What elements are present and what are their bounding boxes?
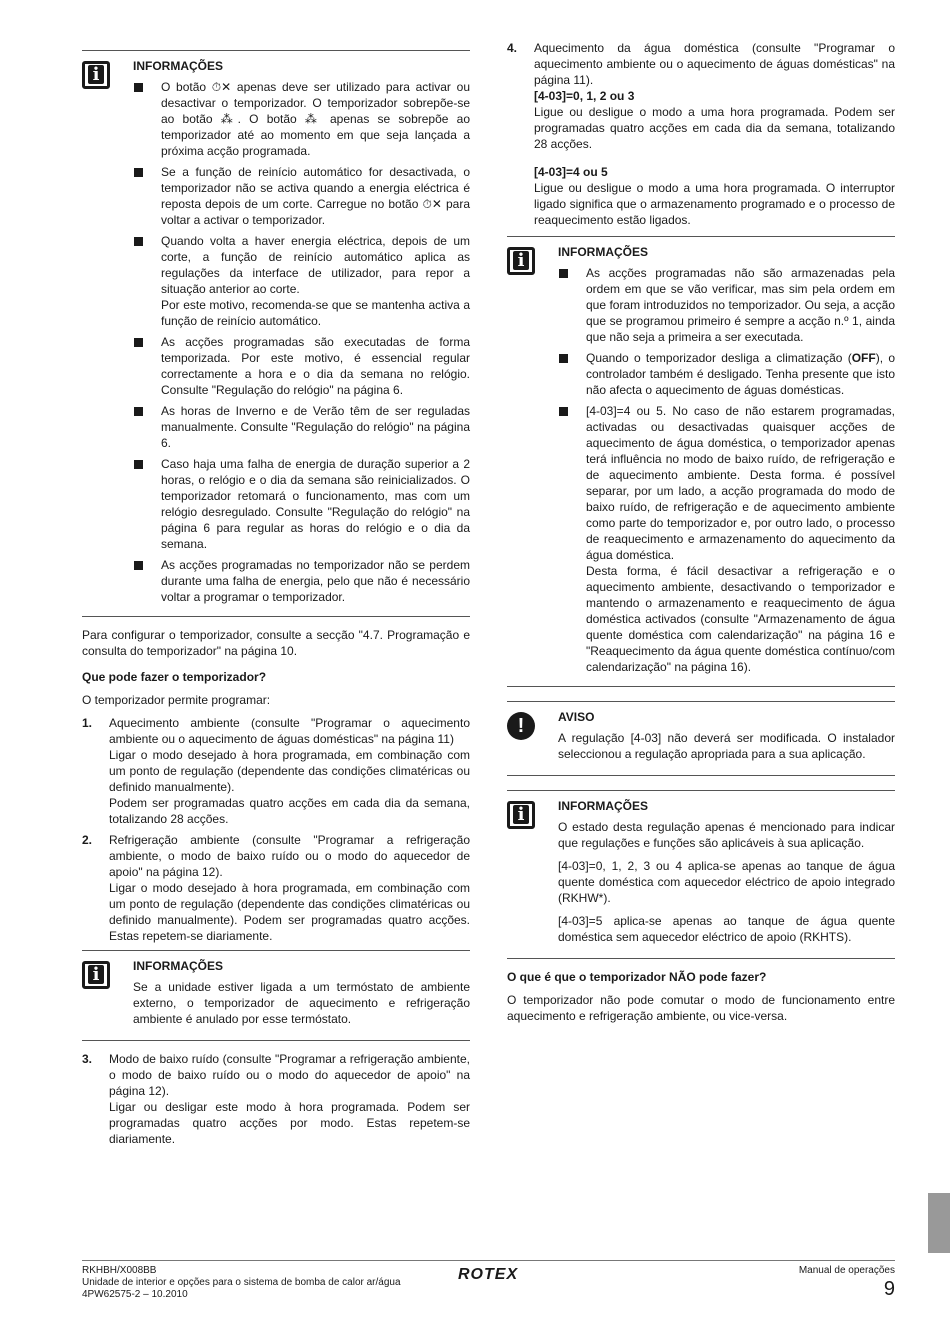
info-text: [4-03]=5 aplica-se apenas ao tanque de água quente doméstica sem aquecedor eléctrico de apoio (RKHTS). xyxy=(558,914,895,944)
right-column xyxy=(507,40,895,1031)
list-item: Se a função de reinício automático for desactivada, o temporizador não se activa quando a energia eléctrica é reposta depois de um corte. Carregue no botão ⏱✕ para voltar a activar o temporizador. xyxy=(133,164,470,228)
info-box-3 xyxy=(507,236,895,687)
left-column xyxy=(82,40,470,1152)
info-text: O estado desta regulação apenas é mencionado para indicar que regulações e funções são aplicáveis à sua aplicação. xyxy=(558,820,895,850)
model-code: RKHBH/X008BB xyxy=(82,1265,157,1276)
numbered-item: 4. Aquecimento da água doméstica (consulte "Programar o aquecimento ambiente ou o aquecimento de águas domésticas" na página 11). [4-03]=0, 1, 2 ou 3 Ligue ou desligue o modo a uma hora programada. Podem ser programadas quatro acções em cada dia da semana, totalizando 28 acções. [4-03]=4 ou 5 Ligue ou desligue o modo a uma hora programada. O interruptor ligado significa que o armazenamento programado e o processo de reaquecimento estão ligados. xyxy=(507,41,895,227)
info-icon: i xyxy=(82,61,110,89)
list-item: Caso haja uma falha de energia de duração superior a 2 horas, o relógio e o dia da semana são reinicializados. O temporizador retomará o funcionamento, mas com um relógio desregulado. Consulte "Regulação do relógio" na página 6 para regular as horas do relógio e o dia da semana. xyxy=(133,456,470,552)
warning-title: AVISO xyxy=(558,710,595,724)
info-box-2 xyxy=(82,950,470,1041)
numbered-item: 2. Refrigeração ambiente (consulte "Programar a refrigeração ambiente, o modo de baixo ruído ou o modo do aquecedor de apoio" na página 12). Ligar o modo desejado à hora programada, em combinação com um ponto de regulação (dependente das condições climatéricas ou definido manualmente). Podem ser programadas quatro acções. Estas repetem-se diariamente. xyxy=(82,833,470,943)
warning-text: A regulação [4-03] não deverá ser modificada. O instalador seleccionou a regulação apropriada para a sua aplicação. xyxy=(558,731,895,761)
numbered-item: 1. Aquecimento ambiente (consulte "Programar o aquecimento ambiente ou o aquecimento de águas domésticas" na página 11) Ligar o modo desejado à hora programada, em combinação com um ponto de regulação (dependente das condições climatéricas ou definido manualmente). Podem ser programadas quatro acções em cada dia da semana, totalizando 28 acções. xyxy=(82,716,470,826)
info-icon: i xyxy=(507,801,535,829)
final-paragraph: O temporizador não pode comutar o modo de funcionamento entre aquecimento e refrigeração ambiente, ou vice-versa. xyxy=(507,993,895,1023)
rotex-logo: ROTEX xyxy=(458,1266,519,1283)
list-item: As acções programadas não são armazenadas pela ordem em que se vão verificar, mas sim pela ordem em que foram introduzidos no temporizador. Ou seja, a acção que se programou primeiro é sempre a acção n.º 1, ainda que não seja a primeira a ser executada. xyxy=(558,265,895,345)
section-heading: Que pode fazer o temporizador? xyxy=(82,670,267,684)
numbered-item: 3. Modo de baixo ruído (consulte "Programar a refrigeração ambiente, o modo de baixo ruído ou o modo do aquecedor de apoio" na página 12). Ligar ou desligar este modo à hora programada. Podem ser programadas quatro acções por modo. Estas repetem-se diariamente. xyxy=(82,1052,470,1146)
list-item: As acções programadas no temporizador não se perdem durante uma falha de energia, pelo que não é necessário voltar a programar o temporizador. xyxy=(133,557,470,605)
info-title: INFORMAÇÕES xyxy=(558,245,648,259)
list-item: Quando o temporizador desliga a climatização (OFF), o controlador também é desligado. Tenha presente que isto não afecta o aquecimento de águas domésticas. xyxy=(558,350,895,398)
list-item: As horas de Inverno e de Verão têm de ser reguladas manualmente. Consulte "Regulação do relógio" na página 6. xyxy=(133,403,470,451)
intro-paragraph: Para configurar o temporizador, consulte a secção "4.7. Programação e consulta do temporizador" na página 10. xyxy=(82,628,470,658)
info-box-4 xyxy=(507,790,895,959)
allows-text: O temporizador permite programar: xyxy=(82,693,271,707)
manual-title: Manual de operações xyxy=(798,1265,895,1276)
info-icon: i xyxy=(507,247,535,275)
list-item: [4-03]=4 ou 5. No caso de não estarem programadas, activadas ou desactivadas quaisquer acções de aquecimento de água doméstica, o temporizador apenas terá influência no modo de baixo ruído, de refrigeração e de aquecimento ambiente. Desta forma. é possível separar, por um lado, a acção programada do modo de baixo ruído, de refrigeração e de aquecimento ambiente como parte do temporizador e, por outro lado, o processo de reaquecimento e armazenamento do aquecimento da água doméstica. Desta forma, é fácil desactivar a refrigeração e o aquecimento ambiente, desactivando o temporizador e mantendo o armazenamento e reaquecimento de água doméstica activados (consulte "Armazenamento de água quente doméstica com calendarização" na página 16 e "Reaquecimento da água quente doméstica contínuo/com calendarização" na página 16). xyxy=(558,403,895,675)
info-text: Se a unidade estiver ligada a um termóstato de ambiente externo, o temporizador de aquecimento e refrigeração ambiente é anulado por esse termóstato. xyxy=(133,980,470,1026)
document-code: 4PW62575-2 – 10.2010 xyxy=(82,1289,188,1300)
page-footer xyxy=(82,1260,895,1300)
list-item: Quando volta a haver energia eléctrica, depois de um corte, a função de reinício automático aplica as regulações da interface de utilizador, para repor a situação anterior ao corte. Por este motivo, recomenda-se que se mantenha activa a função de reinício automático. xyxy=(133,233,470,329)
list-item: As acções programadas são executadas de forma temporizada. Por este motivo, é essencial regular correctamente a hora e o dia da semana no relógio. Consulte "Regulação do relógio" na página 6. xyxy=(133,334,470,398)
warning-icon: ! xyxy=(507,712,535,740)
info-text: [4-03]=0, 1, 2, 3 ou 4 aplica-se apenas ao tanque de água quente doméstica com aquecedor eléctrico de apoio integrado (RKHW*). xyxy=(558,859,895,905)
section-heading: O que é que o temporizador NÃO pode fazer? xyxy=(507,970,767,984)
warning-box xyxy=(507,701,895,776)
info-title: INFORMAÇÕES xyxy=(133,59,223,73)
product-description: Unidade de interior e opções para o sistema de bomba de calor ar/água xyxy=(82,1277,401,1288)
info-title: INFORMAÇÕES xyxy=(133,959,223,973)
info-icon: i xyxy=(82,961,110,989)
page-tab-marker xyxy=(928,1193,950,1253)
info-title: INFORMAÇÕES xyxy=(558,799,648,813)
page-number: 9 xyxy=(883,1278,895,1300)
info-box-1 xyxy=(82,50,470,617)
list-item: O botão ⏱✕ apenas deve ser utilizado para activar ou desactivar o temporizador. O temporizador sobrepõe-se ao botão ⁂. O botão ⁂ apenas se sobrepõe ao temporizador até ao momento em que seja lançada a próxima acção programada. xyxy=(133,79,470,159)
